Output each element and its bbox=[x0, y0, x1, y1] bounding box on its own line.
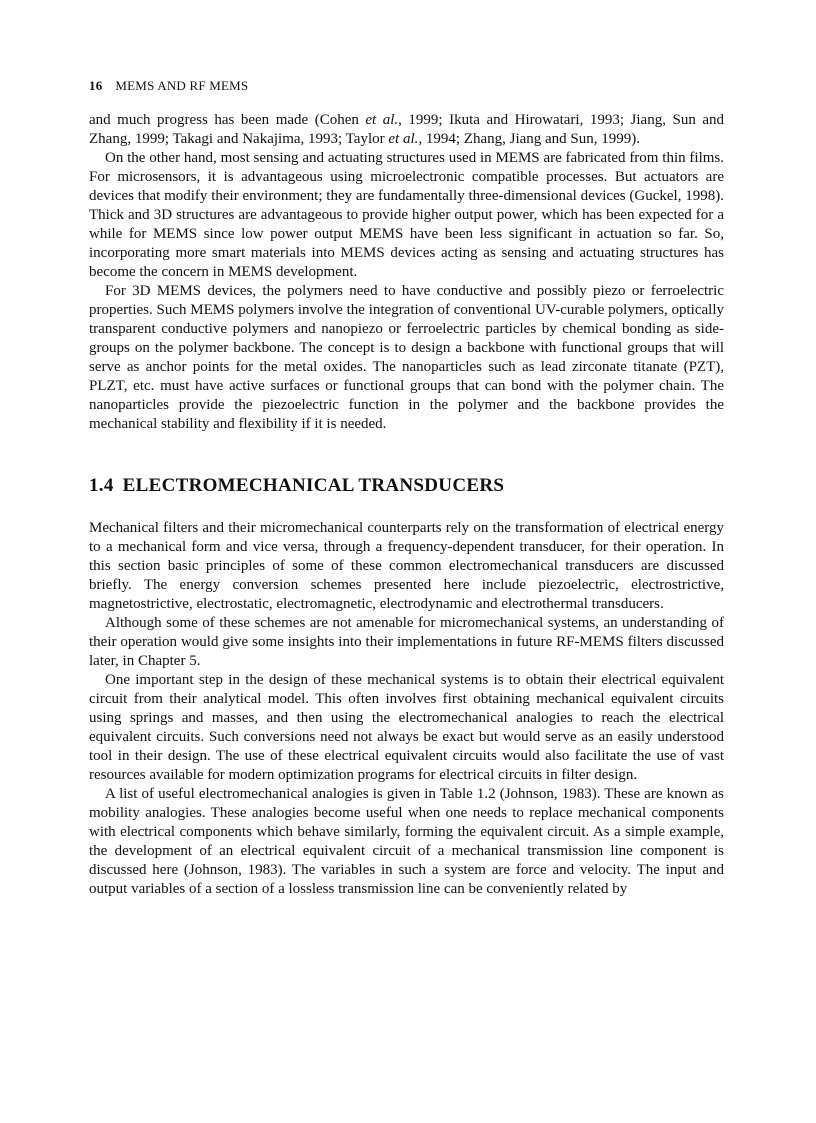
paragraph: Although some of these schemes are not amenable for micromechanical systems, an understanding of their operation would give some insights into their implementations in future RF-MEMS filters discussed later, in Chapter 5. bbox=[89, 615, 724, 669]
paragraph: and much progress has been made (Cohen et al., 1999; Ikuta and Hirowatari, 1993; Jiang, Sun and Zhang, 1999; Takagi and Nakajima, 1993; Taylor et al., 1994; Zhang, Jiang and Sun, 1999). bbox=[89, 112, 724, 147]
section-body bbox=[89, 519, 724, 899]
running-header bbox=[89, 76, 724, 95]
paragraph: One important step in the design of these mechanical systems is to obtain their electrical equivalent circuit from their analytical model. This often involves first obtaining mechanical equivalent circuits using springs and masses, and then using the electromechanical analogies to reach the electrical equivalent circuits. Such conversions need not always be exact but would serve as an easily understood tool in their design. The use of these electrical equivalent circuits would also facilitate the use of vast resources available for modern optimization programs for electrical circuits in filter design. bbox=[89, 672, 724, 783]
section-continuation bbox=[89, 111, 724, 434]
section-heading bbox=[89, 475, 724, 497]
running-title: MEMS AND RF MEMS bbox=[115, 78, 249, 93]
section-title: ELECTROMECHANICAL TRANSDUCERS bbox=[122, 475, 505, 496]
paragraph: For 3D MEMS devices, the polymers need to have conductive and possibly piezo or ferroelectric properties. Such MEMS polymers involve the integration of conventional UV-curable polymers, optically transparent conductive polymers and nanopiezo or ferroelectric particles by chemical bonding as side-groups on the polymer backbone. The concept is to design a backbone with functional groups that will serve as anchor points for the metal oxides. The nanoparticles such as lead zirconate titanate (PZT), PLZT, etc. must have active surfaces or functional groups that can bond with the polymer chain. The nanoparticles provide the piezoelectric function in the polymer and the backbone provides the mechanical stability and flexibility if it is needed. bbox=[89, 283, 724, 432]
document-page bbox=[89, 76, 724, 899]
paragraph: Mechanical filters and their micromechanical counterparts rely on the transformation of electrical energy to a mechanical form and vice versa, through a frequency-dependent transducer, for their operation. In this section basic principles of some of these common electromechanical transducers are discussed briefly. The energy conversion schemes presented here include piezoelectric, electrostrictive, magnetostrictive, electrostatic, electromagnetic, electrodynamic and electrothermal transducers. bbox=[89, 520, 724, 612]
paragraph: On the other hand, most sensing and actuating structures used in MEMS are fabricated from thin films. For microsensors, it is advantageous using microelectronic compatible processes. But actuators are devices that modify their environment; they are fundamentally three-dimensional devices (Guckel, 1998). Thick and 3D structures are advantageous to provide higher output power, which has been expected for a while for MEMS since low power output MEMS have been less significant in actuation so far. So, incorporating more smart materials into MEMS devices acting as sensing and actuating structures has become the concern in MEMS development. bbox=[89, 150, 724, 280]
paragraph: A list of useful electromechanical analogies is given in Table 1.2 (Johnson, 1983). These are known as mobility analogies. These analogies become useful when one needs to replace mechanical components with electrical components which behave similarly, forming the equivalent circuit. As a simple example, the development of an electrical equivalent circuit of a mechanical transmission line component is discussed here (Johnson, 1983). The variables in such a system are force and velocity. The input and output variables of a section of a lossless transmission line can be conveniently related by bbox=[89, 786, 724, 897]
page-number: 16 bbox=[89, 78, 103, 93]
section-number: 1.4 bbox=[89, 475, 114, 496]
